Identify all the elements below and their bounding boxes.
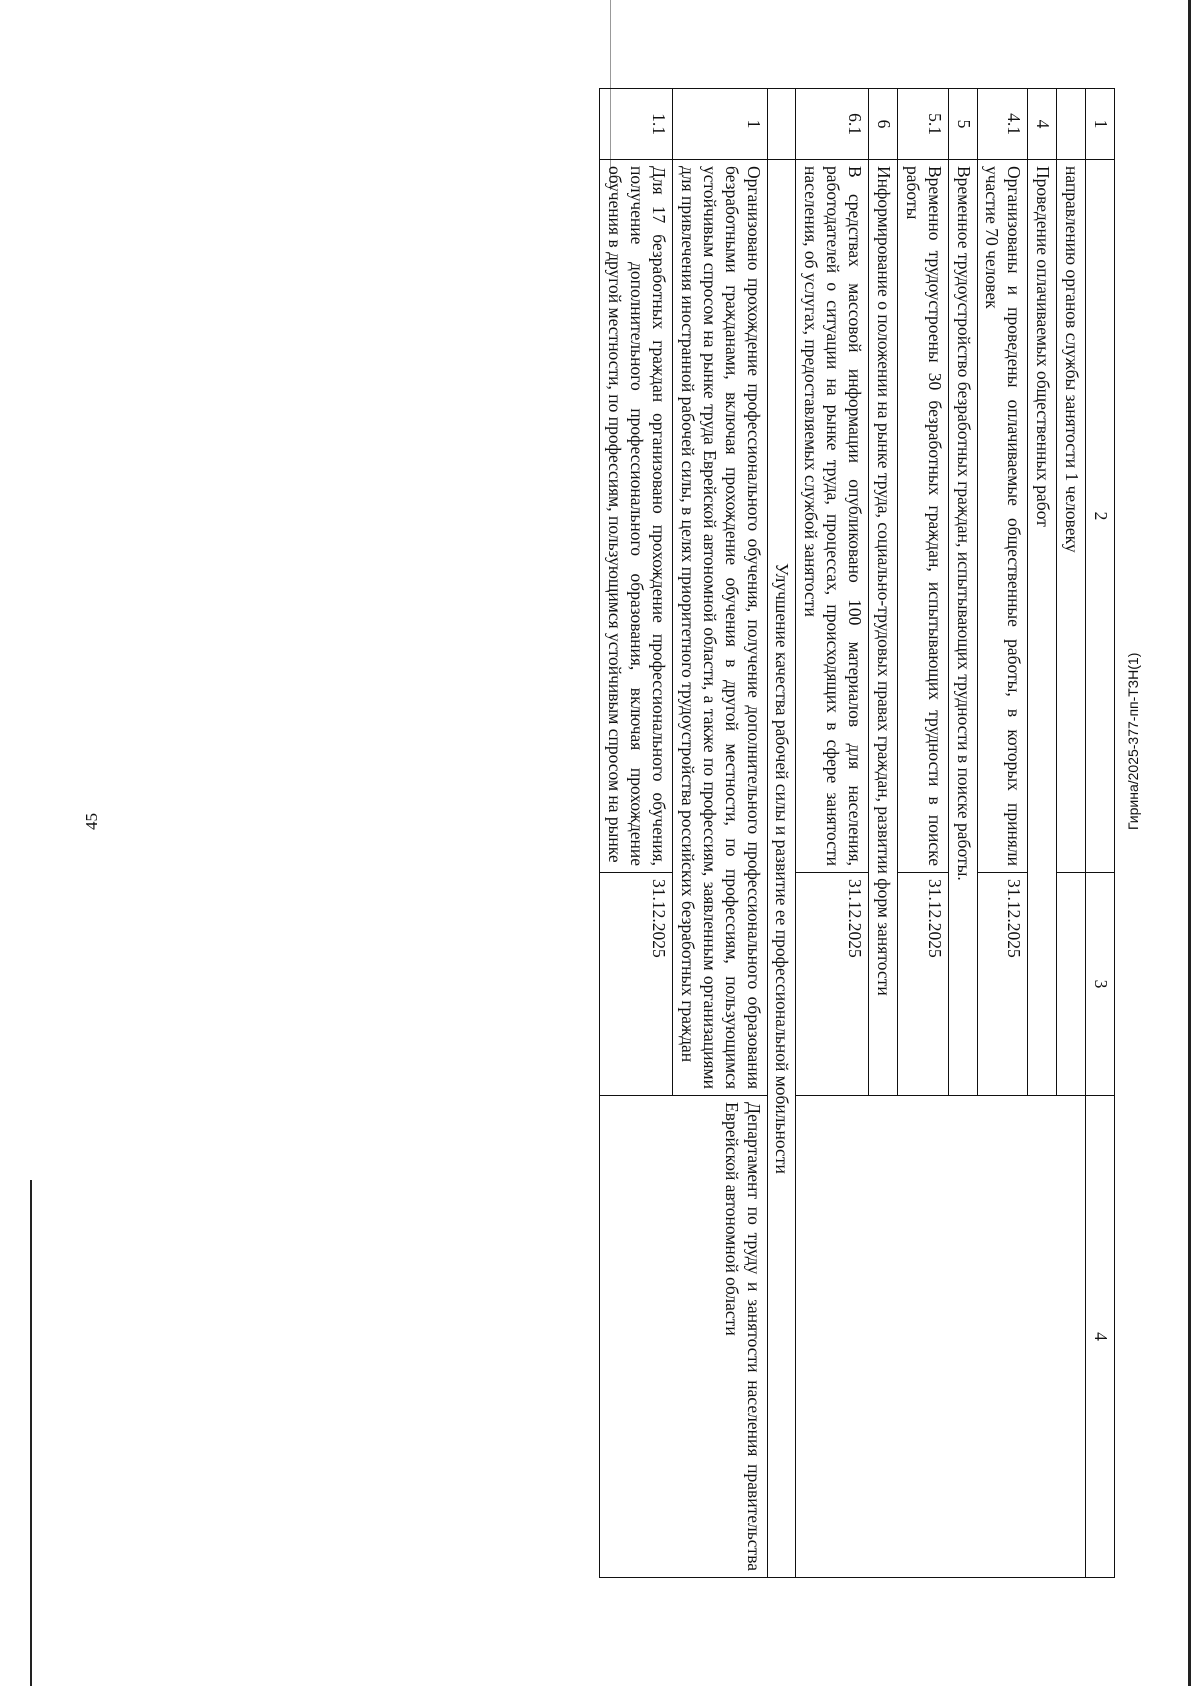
row-date: 31.12.2025 bbox=[600, 873, 673, 1096]
row-text: Организованы и проведены оплачиваемые общественные работы, в которых приняли участие 70 человек bbox=[977, 160, 1028, 873]
header-col-2: 2 bbox=[1086, 160, 1115, 873]
row-number: 5 bbox=[948, 89, 977, 160]
row-date bbox=[1057, 873, 1086, 1096]
row-text: Для 17 безработных граждан организовано прохождение профессионального обучения, получение дополнительного профессионального образования, включая прохождение обучения в другой местности, по профессиям, пользующимся устойчивым спросом на рынке bbox=[600, 160, 673, 873]
table-row bbox=[1057, 89, 1086, 1578]
row-text: направлению органов службы занятости 1 человеку bbox=[1057, 160, 1086, 873]
row-text: В средствах массовой информации опубликовано 100 материалов для населения, работодателей о ситуации на рынке труда, процессах, происходящих в сфере занятости населения, об услугах, предоставляемых службой занятости bbox=[796, 160, 869, 873]
header-col-3: 3 bbox=[1086, 873, 1115, 1096]
page-number: 45 bbox=[82, 813, 101, 830]
section-number-empty bbox=[767, 89, 796, 160]
row-number: 1.1 bbox=[600, 89, 673, 160]
row-date: 31.12.2025 bbox=[977, 873, 1028, 1096]
row-number: 4.1 bbox=[977, 89, 1028, 160]
row-number: 4 bbox=[1028, 89, 1057, 160]
row-date: 31.12.2025 bbox=[898, 873, 949, 1096]
header-row bbox=[1086, 89, 1115, 1578]
document-code: Гирина/2025-377-пп-ТЗН(1) bbox=[1125, 652, 1141, 830]
row-number: 5.1 bbox=[898, 89, 949, 160]
section-title: Улучшение качества рабочей силы и развитие ее профессиональной мобильности bbox=[767, 160, 796, 1578]
scan-edge-left bbox=[30, 1180, 32, 1686]
row-text: Проведение оплачиваемых общественных работ bbox=[1028, 160, 1057, 1096]
section-row bbox=[767, 89, 796, 1578]
row-date: 31.12.2025 bbox=[796, 873, 869, 1096]
row-number: 1 bbox=[673, 89, 768, 160]
row-number: 6 bbox=[869, 89, 898, 160]
measures-table bbox=[600, 88, 1116, 1578]
row-text: Информирование о положении на рынке труда, социально-трудовых правах граждан, развитии форм занятости bbox=[869, 160, 898, 1096]
header-col-4: 4 bbox=[1086, 1096, 1115, 1578]
row-number bbox=[1057, 89, 1086, 160]
row-text: Временно трудоустроены 30 безработных граждан, испытывающих трудности в поиске работы bbox=[898, 160, 949, 873]
rotated-table-container bbox=[185, 88, 1115, 1578]
scan-edge-right bbox=[1188, 0, 1191, 1686]
table-row bbox=[673, 89, 768, 1578]
responsible-empty bbox=[796, 1096, 1086, 1578]
row-text: Организовано прохождение профессионального обучения, получение дополнительного профессионального образования безработными гражданами, включая прохождение обучения в другой местности, по профессиям, пользующимся устойчивым спросом на рынке труда Еврейской автономной области, а также по профессиям, заявленным организациями для привлечения иностранной рабочей силы, в целях приоритетного трудоустройства российских безработных граждан bbox=[673, 160, 768, 1096]
header-col-1: 1 bbox=[1086, 89, 1115, 160]
row-text: Временное трудоустройство безработных граждан, испытывающих трудности в поиске работы. bbox=[948, 160, 977, 1096]
responsible-department: Департамент по труду и занятости населения правительства Еврейской автономной области bbox=[600, 1096, 767, 1578]
row-number: 6.1 bbox=[796, 89, 869, 160]
